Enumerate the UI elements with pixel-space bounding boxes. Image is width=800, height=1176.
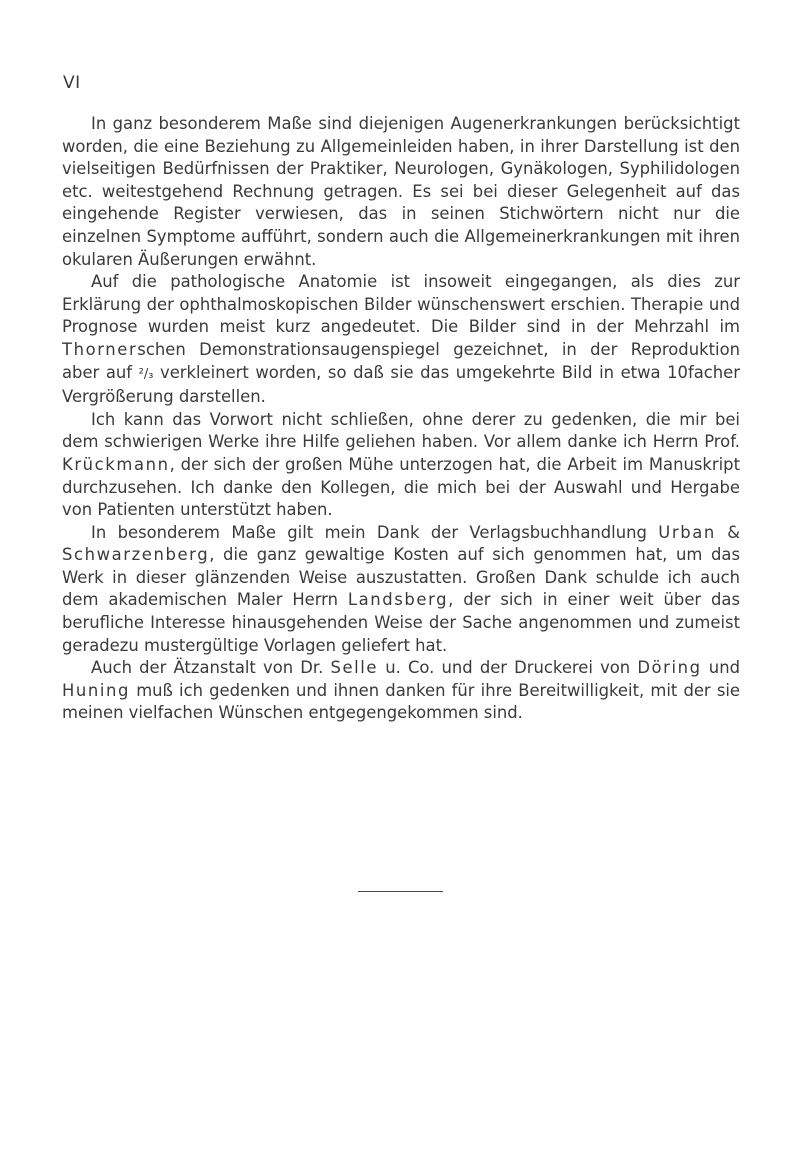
paragraph-5-text-b: u. Co. und der Druckerei von xyxy=(378,658,638,678)
paragraph-3-text-b: , der sich der großen Mühe unterzogen hat, die Arbeit im Manuskript durchzusehen. Ich danke den Kollegen, die mich bei der Auswahl und Hergabe von Patienten unterstützt haben. xyxy=(62,454,740,520)
preface-text xyxy=(62,113,740,725)
paragraph-5-text-d: muß ich gedenken und ihnen danken für ihre Bereitwilligkeit, mit der sie meinen vielfachen Wünschen entgegengekommen sind. xyxy=(62,680,740,723)
name-landsberg: Landsberg xyxy=(347,590,449,610)
paragraph-4-text-c: , der sich in einer weit über das berufliche Interesse hinausgehenden Weise der Sache angenommen und zumeist geradezu mustergültige Vorlagen geliefert hat. xyxy=(62,590,740,655)
closing-rule xyxy=(358,891,443,892)
paragraph-3 xyxy=(62,409,740,522)
paragraph-2-text-b: schen Demonstrationsaugenspiegel gezeichnet, in der Reproduktion aber auf xyxy=(62,339,740,382)
paragraph-5-text-a: Auch der Ätzanstalt von Dr. xyxy=(91,658,331,678)
name-krueckmann: Krückmann xyxy=(62,454,170,474)
name-doering: Döring xyxy=(637,658,702,678)
fraction-two-thirds: ²/₃ xyxy=(138,366,154,382)
name-urban: Urban xyxy=(658,522,716,542)
name-thorner: Thorner xyxy=(62,339,138,359)
paragraph-4 xyxy=(62,522,740,658)
name-selle: Selle xyxy=(330,658,379,678)
paragraph-4-text-a: In besonderem Maße gilt mein Dank der Verlagsbuchhandlung xyxy=(91,522,659,542)
paragraph-3-text-a: Ich kann das Vorwort nicht schließen, ohne derer zu gedenken, die mir bei dem schwierigen Werke ihre Hilfe geliehen haben. Vor allem danke ich Herrn Prof. xyxy=(62,409,740,452)
page-number: VI xyxy=(63,73,81,93)
paragraph-2-text-a: Auf die pathologische Anatomie ist insoweit eingegangen, als dies zur Erklärung der ophthalmoskopischen Bilder wünschenswert erschien. Therapie und Prognose wurden meist kurz angedeutet. Die Bilder sind in der Mehrzahl im xyxy=(62,272,740,337)
paragraph-1-text: In ganz besonderem Maße sind diejenigen Augenerkrankungen berücksichtigt worden, die eine Beziehung zu Allgemeinleiden haben, in ihrer Darstellung ist den vielseitigen Bedürfnissen der Praktiker, Neurologen, Gynäkologen, Syphilidologen etc. weitestgehend Rechnung getragen. Es sei bei dieser Gelegenheit auf das eingehende Register verwiesen, das in seinen Stichwörtern nicht nur die einzelnen Symptome aufführt, sondern auch die Allgemeinerkrankungen mit ihren okularen Äußerungen erwähnt. xyxy=(62,114,740,269)
paragraph-1 xyxy=(62,113,740,271)
ampersand: & xyxy=(715,522,740,542)
name-schwarzenberg: Schwarzenberg xyxy=(62,545,210,565)
paragraph-4-text-b: , die ganz gewaltige Kosten auf sich genommen hat, um das Werk in dieser glänzenden Weise auszustatten. Großen Dank schulde ich auch dem akademischen Maler Herrn xyxy=(62,545,740,610)
paragraph-2 xyxy=(62,271,740,409)
name-huning: Huning xyxy=(62,680,131,700)
paragraph-2-text-c: verkleinert worden, so daß sie das umgekehrte Bild in etwa 10facher Vergrößerung darstellen. xyxy=(62,362,740,407)
paragraph-5 xyxy=(62,657,740,725)
paragraph-5-text-c: und xyxy=(701,658,740,678)
